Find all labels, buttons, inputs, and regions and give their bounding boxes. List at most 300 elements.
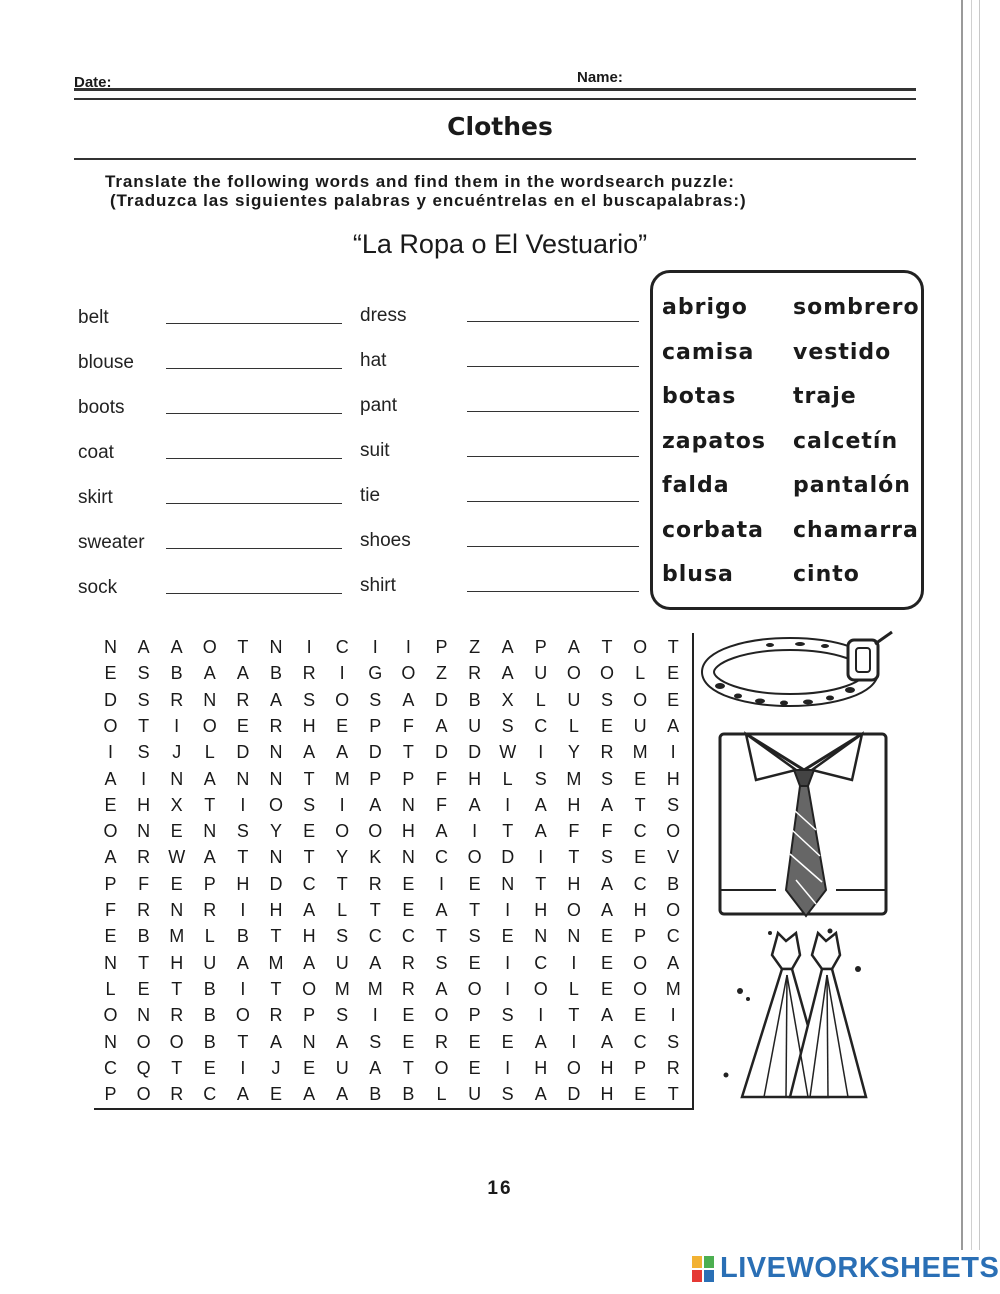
- puzzle-letter[interactable]: E: [402, 1031, 415, 1052]
- puzzle-letter[interactable]: O: [467, 847, 482, 868]
- puzzle-letter[interactable]: O: [169, 1031, 184, 1052]
- puzzle-letter[interactable]: X: [170, 794, 183, 815]
- puzzle-letter[interactable]: L: [535, 689, 546, 710]
- puzzle-letter[interactable]: O: [103, 715, 118, 736]
- puzzle-letter[interactable]: F: [601, 821, 613, 842]
- answer-blank[interactable]: [467, 591, 639, 592]
- puzzle-letter[interactable]: O: [633, 978, 648, 999]
- puzzle-letter[interactable]: A: [435, 821, 448, 842]
- puzzle-letter[interactable]: N: [104, 1031, 117, 1052]
- puzzle-letter[interactable]: A: [667, 952, 680, 973]
- puzzle-letter[interactable]: C: [104, 1057, 117, 1078]
- puzzle-letter[interactable]: S: [137, 689, 150, 710]
- puzzle-letter[interactable]: T: [369, 900, 381, 920]
- puzzle-letter[interactable]: T: [138, 952, 150, 973]
- puzzle-letter[interactable]: B: [203, 1031, 216, 1052]
- puzzle-letter[interactable]: A: [567, 637, 580, 657]
- puzzle-letter[interactable]: N: [170, 900, 184, 920]
- puzzle-letter[interactable]: U: [335, 1057, 349, 1078]
- puzzle-letter[interactable]: I: [571, 1031, 577, 1052]
- puzzle-letter[interactable]: P: [468, 1005, 481, 1026]
- puzzle-letter[interactable]: S: [667, 1031, 680, 1052]
- puzzle-letter[interactable]: T: [402, 742, 414, 763]
- puzzle-letter[interactable]: A: [303, 742, 316, 763]
- puzzle-letter[interactable]: A: [667, 715, 680, 736]
- puzzle-letter[interactable]: I: [240, 794, 246, 815]
- puzzle-letter[interactable]: W: [168, 847, 186, 868]
- puzzle-letter[interactable]: H: [600, 1057, 614, 1078]
- puzzle-letter[interactable]: R: [401, 952, 415, 973]
- puzzle-letter[interactable]: O: [533, 978, 548, 999]
- puzzle-letter[interactable]: A: [501, 637, 514, 657]
- puzzle-letter[interactable]: A: [170, 637, 183, 657]
- puzzle-letter[interactable]: H: [236, 873, 250, 894]
- puzzle-letter[interactable]: I: [372, 637, 378, 657]
- puzzle-letter[interactable]: C: [633, 873, 647, 894]
- puzzle-letter[interactable]: P: [203, 873, 216, 894]
- puzzle-letter[interactable]: O: [566, 900, 581, 920]
- puzzle-letter[interactable]: I: [174, 715, 180, 736]
- puzzle-letter[interactable]: R: [269, 715, 283, 736]
- puzzle-letter[interactable]: P: [534, 637, 547, 657]
- puzzle-letter[interactable]: A: [336, 1084, 349, 1105]
- puzzle-letter[interactable]: E: [600, 978, 613, 999]
- answer-blank[interactable]: [166, 413, 342, 414]
- puzzle-letter[interactable]: Y: [336, 847, 349, 868]
- puzzle-letter[interactable]: I: [339, 794, 345, 815]
- puzzle-letter[interactable]: N: [401, 847, 415, 868]
- puzzle-letter[interactable]: A: [435, 715, 448, 736]
- answer-blank[interactable]: [467, 546, 639, 547]
- puzzle-letter[interactable]: L: [635, 663, 646, 684]
- puzzle-letter[interactable]: S: [336, 926, 349, 947]
- puzzle-letter[interactable]: N: [269, 847, 283, 868]
- puzzle-letter[interactable]: M: [334, 768, 350, 789]
- puzzle-letter[interactable]: A: [501, 663, 514, 684]
- puzzle-letter[interactable]: I: [472, 821, 478, 842]
- puzzle-letter[interactable]: N: [269, 742, 283, 763]
- puzzle-letter[interactable]: T: [601, 637, 613, 657]
- puzzle-letter[interactable]: P: [435, 637, 448, 657]
- puzzle-letter[interactable]: Z: [469, 637, 481, 657]
- puzzle-letter[interactable]: A: [468, 794, 481, 815]
- puzzle-letter[interactable]: O: [302, 978, 317, 999]
- puzzle-letter[interactable]: E: [600, 926, 613, 947]
- puzzle-letter[interactable]: N: [302, 1031, 316, 1052]
- puzzle-letter[interactable]: U: [633, 715, 647, 736]
- puzzle-letter[interactable]: H: [567, 794, 581, 815]
- puzzle-letter[interactable]: I: [505, 978, 511, 999]
- puzzle-letter[interactable]: O: [434, 1005, 449, 1026]
- puzzle-letter[interactable]: A: [104, 768, 117, 789]
- puzzle-letter[interactable]: O: [368, 821, 383, 842]
- puzzle-letter[interactable]: E: [303, 1057, 316, 1078]
- puzzle-letter[interactable]: S: [137, 742, 150, 763]
- puzzle-letter[interactable]: M: [367, 978, 383, 999]
- puzzle-letter[interactable]: R: [468, 663, 482, 684]
- puzzle-letter[interactable]: Y: [269, 821, 282, 842]
- puzzle-letter[interactable]: S: [303, 689, 316, 710]
- puzzle-letter[interactable]: E: [634, 768, 647, 789]
- puzzle-letter[interactable]: I: [141, 768, 147, 789]
- puzzle-letter[interactable]: L: [204, 926, 215, 947]
- puzzle-letter[interactable]: O: [434, 1057, 449, 1078]
- puzzle-letter[interactable]: I: [505, 794, 511, 815]
- puzzle-letter[interactable]: U: [567, 689, 581, 710]
- puzzle-letter[interactable]: O: [136, 1084, 151, 1105]
- puzzle-letter[interactable]: O: [633, 952, 648, 973]
- answer-blank[interactable]: [166, 503, 342, 504]
- puzzle-letter[interactable]: U: [468, 1084, 482, 1105]
- puzzle-letter[interactable]: B: [203, 978, 216, 999]
- puzzle-letter[interactable]: I: [405, 637, 411, 657]
- puzzle-letter[interactable]: F: [105, 900, 116, 920]
- puzzle-letter[interactable]: D: [236, 742, 250, 763]
- puzzle-letter[interactable]: I: [240, 900, 246, 920]
- puzzle-letter[interactable]: A: [534, 1084, 547, 1105]
- puzzle-letter[interactable]: L: [105, 978, 116, 999]
- puzzle-letter[interactable]: I: [240, 978, 246, 999]
- puzzle-letter[interactable]: F: [568, 821, 580, 842]
- puzzle-letter[interactable]: S: [236, 821, 249, 842]
- puzzle-letter[interactable]: B: [667, 873, 680, 894]
- puzzle-letter[interactable]: F: [436, 794, 447, 815]
- puzzle-letter[interactable]: A: [600, 1005, 613, 1026]
- puzzle-letter[interactable]: N: [269, 637, 283, 657]
- puzzle-letter[interactable]: O: [666, 900, 681, 920]
- puzzle-letter[interactable]: A: [236, 1084, 249, 1105]
- puzzle-letter[interactable]: H: [600, 1084, 614, 1105]
- puzzle-letter[interactable]: S: [435, 952, 448, 973]
- puzzle-letter[interactable]: T: [138, 715, 150, 736]
- puzzle-letter[interactable]: R: [137, 847, 151, 868]
- puzzle-letter[interactable]: A: [402, 689, 415, 710]
- puzzle-letter[interactable]: A: [236, 952, 249, 973]
- puzzle-letter[interactable]: M: [665, 978, 681, 999]
- puzzle-letter[interactable]: E: [634, 1005, 647, 1026]
- puzzle-letter[interactable]: S: [468, 926, 481, 947]
- puzzle-letter[interactable]: H: [633, 900, 647, 920]
- puzzle-letter[interactable]: N: [501, 873, 515, 894]
- puzzle-letter[interactable]: O: [202, 715, 217, 736]
- puzzle-letter[interactable]: A: [600, 1031, 613, 1052]
- puzzle-letter[interactable]: T: [469, 900, 481, 920]
- puzzle-letter[interactable]: R: [435, 1031, 448, 1052]
- puzzle-letter[interactable]: T: [336, 873, 348, 894]
- puzzle-letter[interactable]: X: [501, 689, 514, 710]
- answer-blank[interactable]: [467, 456, 639, 457]
- answer-blank[interactable]: [166, 323, 342, 324]
- puzzle-letter[interactable]: C: [633, 1031, 647, 1052]
- puzzle-letter[interactable]: I: [107, 742, 113, 763]
- puzzle-letter[interactable]: S: [600, 847, 613, 868]
- puzzle-letter[interactable]: A: [203, 768, 216, 789]
- puzzle-letter[interactable]: S: [336, 1005, 349, 1026]
- puzzle-letter[interactable]: S: [501, 715, 514, 736]
- puzzle-letter[interactable]: H: [468, 768, 482, 789]
- puzzle-letter[interactable]: L: [337, 900, 348, 920]
- puzzle-letter[interactable]: T: [436, 926, 447, 947]
- puzzle-letter[interactable]: O: [235, 1005, 250, 1026]
- puzzle-letter[interactable]: M: [632, 742, 648, 763]
- puzzle-letter[interactable]: R: [302, 663, 316, 684]
- puzzle-letter[interactable]: R: [269, 1005, 283, 1026]
- puzzle-letter[interactable]: D: [468, 742, 482, 763]
- puzzle-letter[interactable]: A: [104, 847, 117, 868]
- puzzle-letter[interactable]: F: [436, 768, 447, 789]
- puzzle-letter[interactable]: S: [369, 1031, 382, 1052]
- puzzle-letter[interactable]: A: [435, 978, 448, 999]
- puzzle-letter[interactable]: T: [204, 794, 216, 815]
- puzzle-letter[interactable]: P: [402, 768, 415, 789]
- puzzle-letter[interactable]: I: [306, 637, 312, 657]
- puzzle-letter[interactable]: N: [104, 952, 117, 973]
- puzzle-letter[interactable]: I: [505, 1057, 511, 1078]
- puzzle-letter[interactable]: S: [600, 689, 613, 710]
- puzzle-letter[interactable]: R: [137, 900, 151, 920]
- puzzle-letter[interactable]: N: [104, 637, 117, 657]
- puzzle-letter[interactable]: W: [499, 742, 517, 763]
- puzzle-letter[interactable]: I: [339, 663, 345, 684]
- puzzle-letter[interactable]: L: [502, 768, 513, 789]
- puzzle-letter[interactable]: O: [268, 794, 283, 815]
- puzzle-letter[interactable]: C: [368, 926, 382, 947]
- answer-blank[interactable]: [467, 366, 639, 367]
- puzzle-letter[interactable]: O: [633, 637, 648, 657]
- puzzle-letter[interactable]: P: [104, 873, 117, 894]
- puzzle-letter[interactable]: L: [568, 978, 579, 999]
- puzzle-letter[interactable]: Q: [136, 1057, 151, 1078]
- puzzle-letter[interactable]: C: [534, 715, 548, 736]
- puzzle-letter[interactable]: I: [505, 952, 511, 973]
- puzzle-letter[interactable]: D: [104, 689, 117, 710]
- puzzle-letter[interactable]: O: [599, 663, 614, 684]
- puzzle-letter[interactable]: I: [438, 873, 444, 894]
- puzzle-letter[interactable]: D: [435, 689, 448, 710]
- puzzle-letter[interactable]: R: [203, 900, 217, 920]
- puzzle-letter[interactable]: P: [369, 715, 382, 736]
- puzzle-letter[interactable]: O: [202, 637, 217, 657]
- answer-blank[interactable]: [467, 411, 639, 412]
- puzzle-letter[interactable]: B: [369, 1084, 382, 1105]
- puzzle-letter[interactable]: C: [302, 873, 316, 894]
- puzzle-letter[interactable]: T: [171, 1057, 183, 1078]
- puzzle-letter[interactable]: G: [368, 663, 383, 684]
- puzzle-letter[interactable]: E: [468, 873, 481, 894]
- puzzle-letter[interactable]: E: [501, 1031, 514, 1052]
- puzzle-letter[interactable]: L: [204, 742, 215, 763]
- puzzle-letter[interactable]: C: [435, 847, 448, 868]
- puzzle-letter[interactable]: E: [667, 689, 680, 710]
- puzzle-letter[interactable]: A: [303, 952, 316, 973]
- puzzle-letter[interactable]: L: [568, 715, 579, 736]
- puzzle-letter[interactable]: N: [534, 926, 548, 947]
- puzzle-letter[interactable]: T: [171, 978, 183, 999]
- puzzle-letter[interactable]: R: [170, 1084, 184, 1105]
- puzzle-letter[interactable]: A: [336, 742, 349, 763]
- puzzle-letter[interactable]: O: [103, 1005, 118, 1026]
- puzzle-letter[interactable]: M: [169, 926, 185, 947]
- puzzle-letter[interactable]: H: [401, 821, 415, 842]
- puzzle-letter[interactable]: U: [203, 952, 217, 973]
- puzzle-letter[interactable]: T: [634, 794, 646, 815]
- puzzle-letter[interactable]: P: [303, 1005, 316, 1026]
- puzzle-letter[interactable]: D: [567, 1084, 581, 1105]
- puzzle-letter[interactable]: A: [435, 900, 448, 920]
- puzzle-letter[interactable]: T: [303, 847, 315, 868]
- puzzle-letter[interactable]: I: [670, 742, 676, 763]
- puzzle-letter[interactable]: I: [372, 1005, 378, 1026]
- puzzle-letter[interactable]: I: [538, 847, 544, 868]
- puzzle-letter[interactable]: B: [269, 663, 282, 684]
- puzzle-letter[interactable]: H: [269, 900, 283, 920]
- puzzle-letter[interactable]: I: [538, 742, 544, 763]
- puzzle-letter[interactable]: N: [567, 926, 581, 947]
- puzzle-letter[interactable]: T: [667, 637, 679, 657]
- puzzle-letter[interactable]: E: [137, 978, 150, 999]
- puzzle-letter[interactable]: A: [600, 900, 613, 920]
- puzzle-letter[interactable]: O: [103, 821, 118, 842]
- puzzle-letter[interactable]: F: [402, 715, 414, 736]
- puzzle-letter[interactable]: N: [269, 768, 283, 789]
- puzzle-letter[interactable]: P: [369, 768, 382, 789]
- puzzle-letter[interactable]: A: [600, 873, 613, 894]
- puzzle-letter[interactable]: R: [236, 689, 250, 710]
- puzzle-letter[interactable]: C: [633, 821, 647, 842]
- puzzle-letter[interactable]: D: [368, 742, 382, 763]
- puzzle-letter[interactable]: T: [270, 978, 282, 999]
- puzzle-letter[interactable]: N: [137, 821, 151, 842]
- puzzle-letter[interactable]: U: [468, 715, 482, 736]
- puzzle-letter[interactable]: A: [236, 663, 249, 684]
- puzzle-letter[interactable]: O: [136, 1031, 151, 1052]
- puzzle-letter[interactable]: S: [137, 663, 150, 684]
- puzzle-letter[interactable]: E: [468, 952, 481, 973]
- puzzle-letter[interactable]: E: [269, 1084, 282, 1105]
- puzzle-letter[interactable]: O: [335, 689, 350, 710]
- puzzle-letter[interactable]: A: [203, 663, 216, 684]
- puzzle-letter[interactable]: N: [401, 794, 415, 815]
- answer-blank[interactable]: [467, 321, 639, 322]
- puzzle-letter[interactable]: L: [436, 1084, 447, 1105]
- puzzle-letter[interactable]: I: [505, 900, 511, 920]
- puzzle-letter[interactable]: S: [667, 794, 680, 815]
- puzzle-letter[interactable]: C: [666, 926, 680, 947]
- puzzle-letter[interactable]: E: [170, 873, 183, 894]
- puzzle-letter[interactable]: S: [303, 794, 316, 815]
- puzzle-letter[interactable]: E: [402, 1005, 415, 1026]
- puzzle-letter[interactable]: T: [237, 637, 249, 657]
- puzzle-letter[interactable]: A: [369, 952, 382, 973]
- puzzle-letter[interactable]: T: [568, 1005, 580, 1026]
- liveworksheets-brand[interactable]: LIVEWORKSHEETS: [720, 1252, 1000, 1284]
- puzzle-letter[interactable]: O: [335, 821, 350, 842]
- puzzle-letter[interactable]: A: [303, 1084, 316, 1105]
- puzzle-letter[interactable]: E: [170, 821, 183, 842]
- puzzle-letter[interactable]: H: [567, 873, 581, 894]
- answer-blank[interactable]: [166, 548, 342, 549]
- puzzle-letter[interactable]: C: [401, 926, 415, 947]
- puzzle-letter[interactable]: O: [633, 689, 648, 710]
- puzzle-letter[interactable]: M: [268, 952, 284, 973]
- puzzle-letter[interactable]: O: [666, 821, 681, 842]
- puzzle-letter[interactable]: E: [468, 1031, 481, 1052]
- puzzle-letter[interactable]: T: [568, 847, 580, 868]
- puzzle-letter[interactable]: N: [170, 768, 184, 789]
- puzzle-letter[interactable]: B: [402, 1084, 415, 1105]
- puzzle-letter[interactable]: I: [538, 1005, 544, 1026]
- puzzle-letter[interactable]: N: [236, 768, 250, 789]
- puzzle-letter[interactable]: U: [335, 952, 349, 973]
- puzzle-letter[interactable]: C: [203, 1084, 217, 1105]
- puzzle-letter[interactable]: T: [535, 873, 547, 894]
- puzzle-letter[interactable]: E: [303, 821, 316, 842]
- puzzle-letter[interactable]: F: [138, 873, 150, 894]
- puzzle-letter[interactable]: O: [401, 663, 416, 684]
- puzzle-letter[interactable]: K: [369, 847, 382, 868]
- puzzle-letter[interactable]: P: [634, 1057, 647, 1078]
- puzzle-letter[interactable]: H: [666, 768, 680, 789]
- puzzle-letter[interactable]: E: [104, 663, 117, 684]
- puzzle-letter[interactable]: R: [170, 689, 184, 710]
- puzzle-letter[interactable]: D: [435, 742, 448, 763]
- puzzle-letter[interactable]: B: [203, 1005, 216, 1026]
- puzzle-letter[interactable]: T: [303, 768, 315, 789]
- puzzle-letter[interactable]: M: [566, 768, 582, 789]
- puzzle-letter[interactable]: M: [334, 978, 350, 999]
- puzzle-letter[interactable]: A: [203, 847, 216, 868]
- puzzle-letter[interactable]: E: [402, 900, 415, 920]
- puzzle-letter[interactable]: J: [271, 1057, 281, 1078]
- puzzle-letter[interactable]: B: [236, 926, 249, 947]
- answer-blank[interactable]: [166, 593, 342, 594]
- puzzle-letter[interactable]: A: [369, 1057, 382, 1078]
- puzzle-letter[interactable]: S: [501, 1005, 514, 1026]
- puzzle-letter[interactable]: O: [566, 1057, 581, 1078]
- puzzle-letter[interactable]: V: [667, 847, 680, 868]
- puzzle-letter[interactable]: E: [468, 1057, 481, 1078]
- puzzle-letter[interactable]: O: [566, 663, 581, 684]
- puzzle-letter[interactable]: T: [402, 1057, 414, 1078]
- puzzle-letter[interactable]: I: [571, 952, 577, 973]
- puzzle-letter[interactable]: Z: [436, 663, 447, 684]
- puzzle-letter[interactable]: T: [502, 821, 514, 842]
- puzzle-letter[interactable]: T: [237, 1031, 249, 1052]
- puzzle-letter[interactable]: I: [670, 1005, 676, 1026]
- puzzle-letter[interactable]: D: [269, 873, 283, 894]
- puzzle-letter[interactable]: R: [401, 978, 415, 999]
- puzzle-letter[interactable]: R: [170, 1005, 184, 1026]
- puzzle-letter[interactable]: B: [170, 663, 183, 684]
- puzzle-letter[interactable]: E: [104, 926, 117, 947]
- puzzle-letter[interactable]: E: [600, 952, 613, 973]
- puzzle-letter[interactable]: E: [600, 715, 613, 736]
- puzzle-letter[interactable]: H: [534, 1057, 548, 1078]
- puzzle-letter[interactable]: E: [634, 1084, 647, 1105]
- puzzle-letter[interactable]: R: [666, 1057, 680, 1078]
- puzzle-letter[interactable]: C: [534, 952, 548, 973]
- puzzle-letter[interactable]: T: [270, 926, 282, 947]
- puzzle-letter[interactable]: O: [467, 978, 482, 999]
- answer-blank[interactable]: [166, 368, 342, 369]
- puzzle-letter[interactable]: S: [534, 768, 547, 789]
- puzzle-letter[interactable]: E: [667, 663, 680, 684]
- puzzle-letter[interactable]: T: [237, 847, 249, 868]
- answer-blank[interactable]: [467, 501, 639, 502]
- puzzle-letter[interactable]: E: [402, 873, 415, 894]
- puzzle-letter[interactable]: A: [269, 689, 282, 710]
- puzzle-letter[interactable]: U: [534, 663, 548, 684]
